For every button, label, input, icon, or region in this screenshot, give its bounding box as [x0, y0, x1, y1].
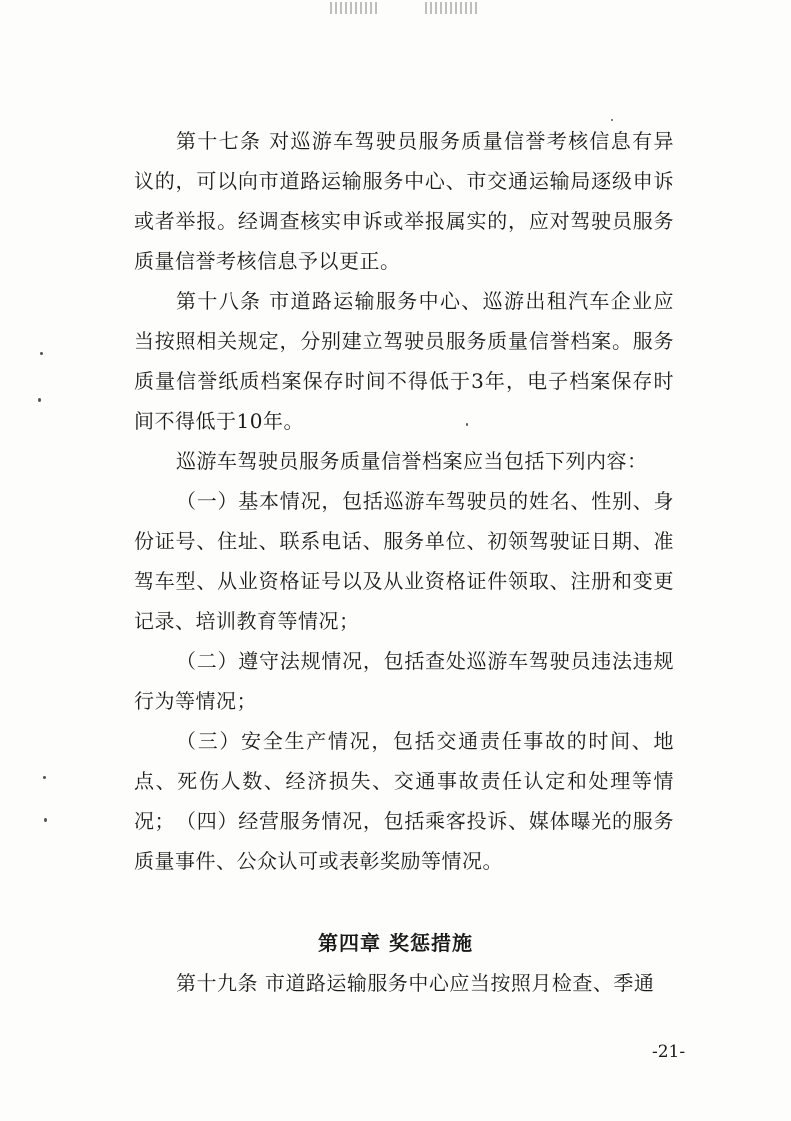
archive-item-basic-info: （一）基本情况，包括巡游车驾驶员的姓名、性别、身份证号、住址、联系电话、服务单位、初领驾驶证日期、准驾车型、从业资格证号以及从业资格证件领取、注册和变更记录、培训教育等情况； [134, 489, 674, 633]
archive-item-service: （四）经营服务情况，包括乘客投诉、媒体曝光的服务质量事件、公众认可或表彰奖励等情况。 [134, 809, 674, 873]
scan-speck [40, 352, 43, 355]
scan-speck [44, 818, 47, 822]
article-19-paragraph: 第十九条 市道路运输服务中心应当按照月检查、季通 [176, 971, 655, 995]
archive-contents-intro: 巡游车驾驶员服务质量信誉档案应当包括下列内容： [176, 449, 648, 473]
scan-speck [38, 398, 41, 402]
chapter-heading: 第四章 奖惩措施 [318, 931, 473, 955]
article-17-paragraph: 第十七条 对巡游车驾驶员服务质量信誉考核信息有异议的，可以向市道路运输服务中心、市交通运输局逐级申诉或者举报。经调查核实申诉或举报属实的，应对驾驶员服务质量信誉考核信息予以更正。 [134, 129, 674, 273]
scan-speck [43, 776, 46, 779]
article-18-paragraph: 第十八条 市道路运输服务中心、巡游出租汽车企业应当按照相关规定，分别建立驾驶员服务质量信誉档案。服务质量信誉纸质档案保存时间不得低于3年，电子档案保存时间不得低于10年。 [134, 289, 674, 433]
archive-item-law-compliance: （二）遵守法规情况，包括查处巡游车驾驶员违法违规行为等情况； [134, 649, 674, 713]
archive-item-safety: （三）安全生产情况，包括交通责任事故的时间、地点、死伤人数、经济损失、交通事故责任认定和处理等情况； [134, 729, 674, 833]
scan-smudge-top-right [425, 2, 480, 14]
scan-smudge-top-left [330, 2, 378, 14]
page-number: -21- [652, 1042, 686, 1062]
